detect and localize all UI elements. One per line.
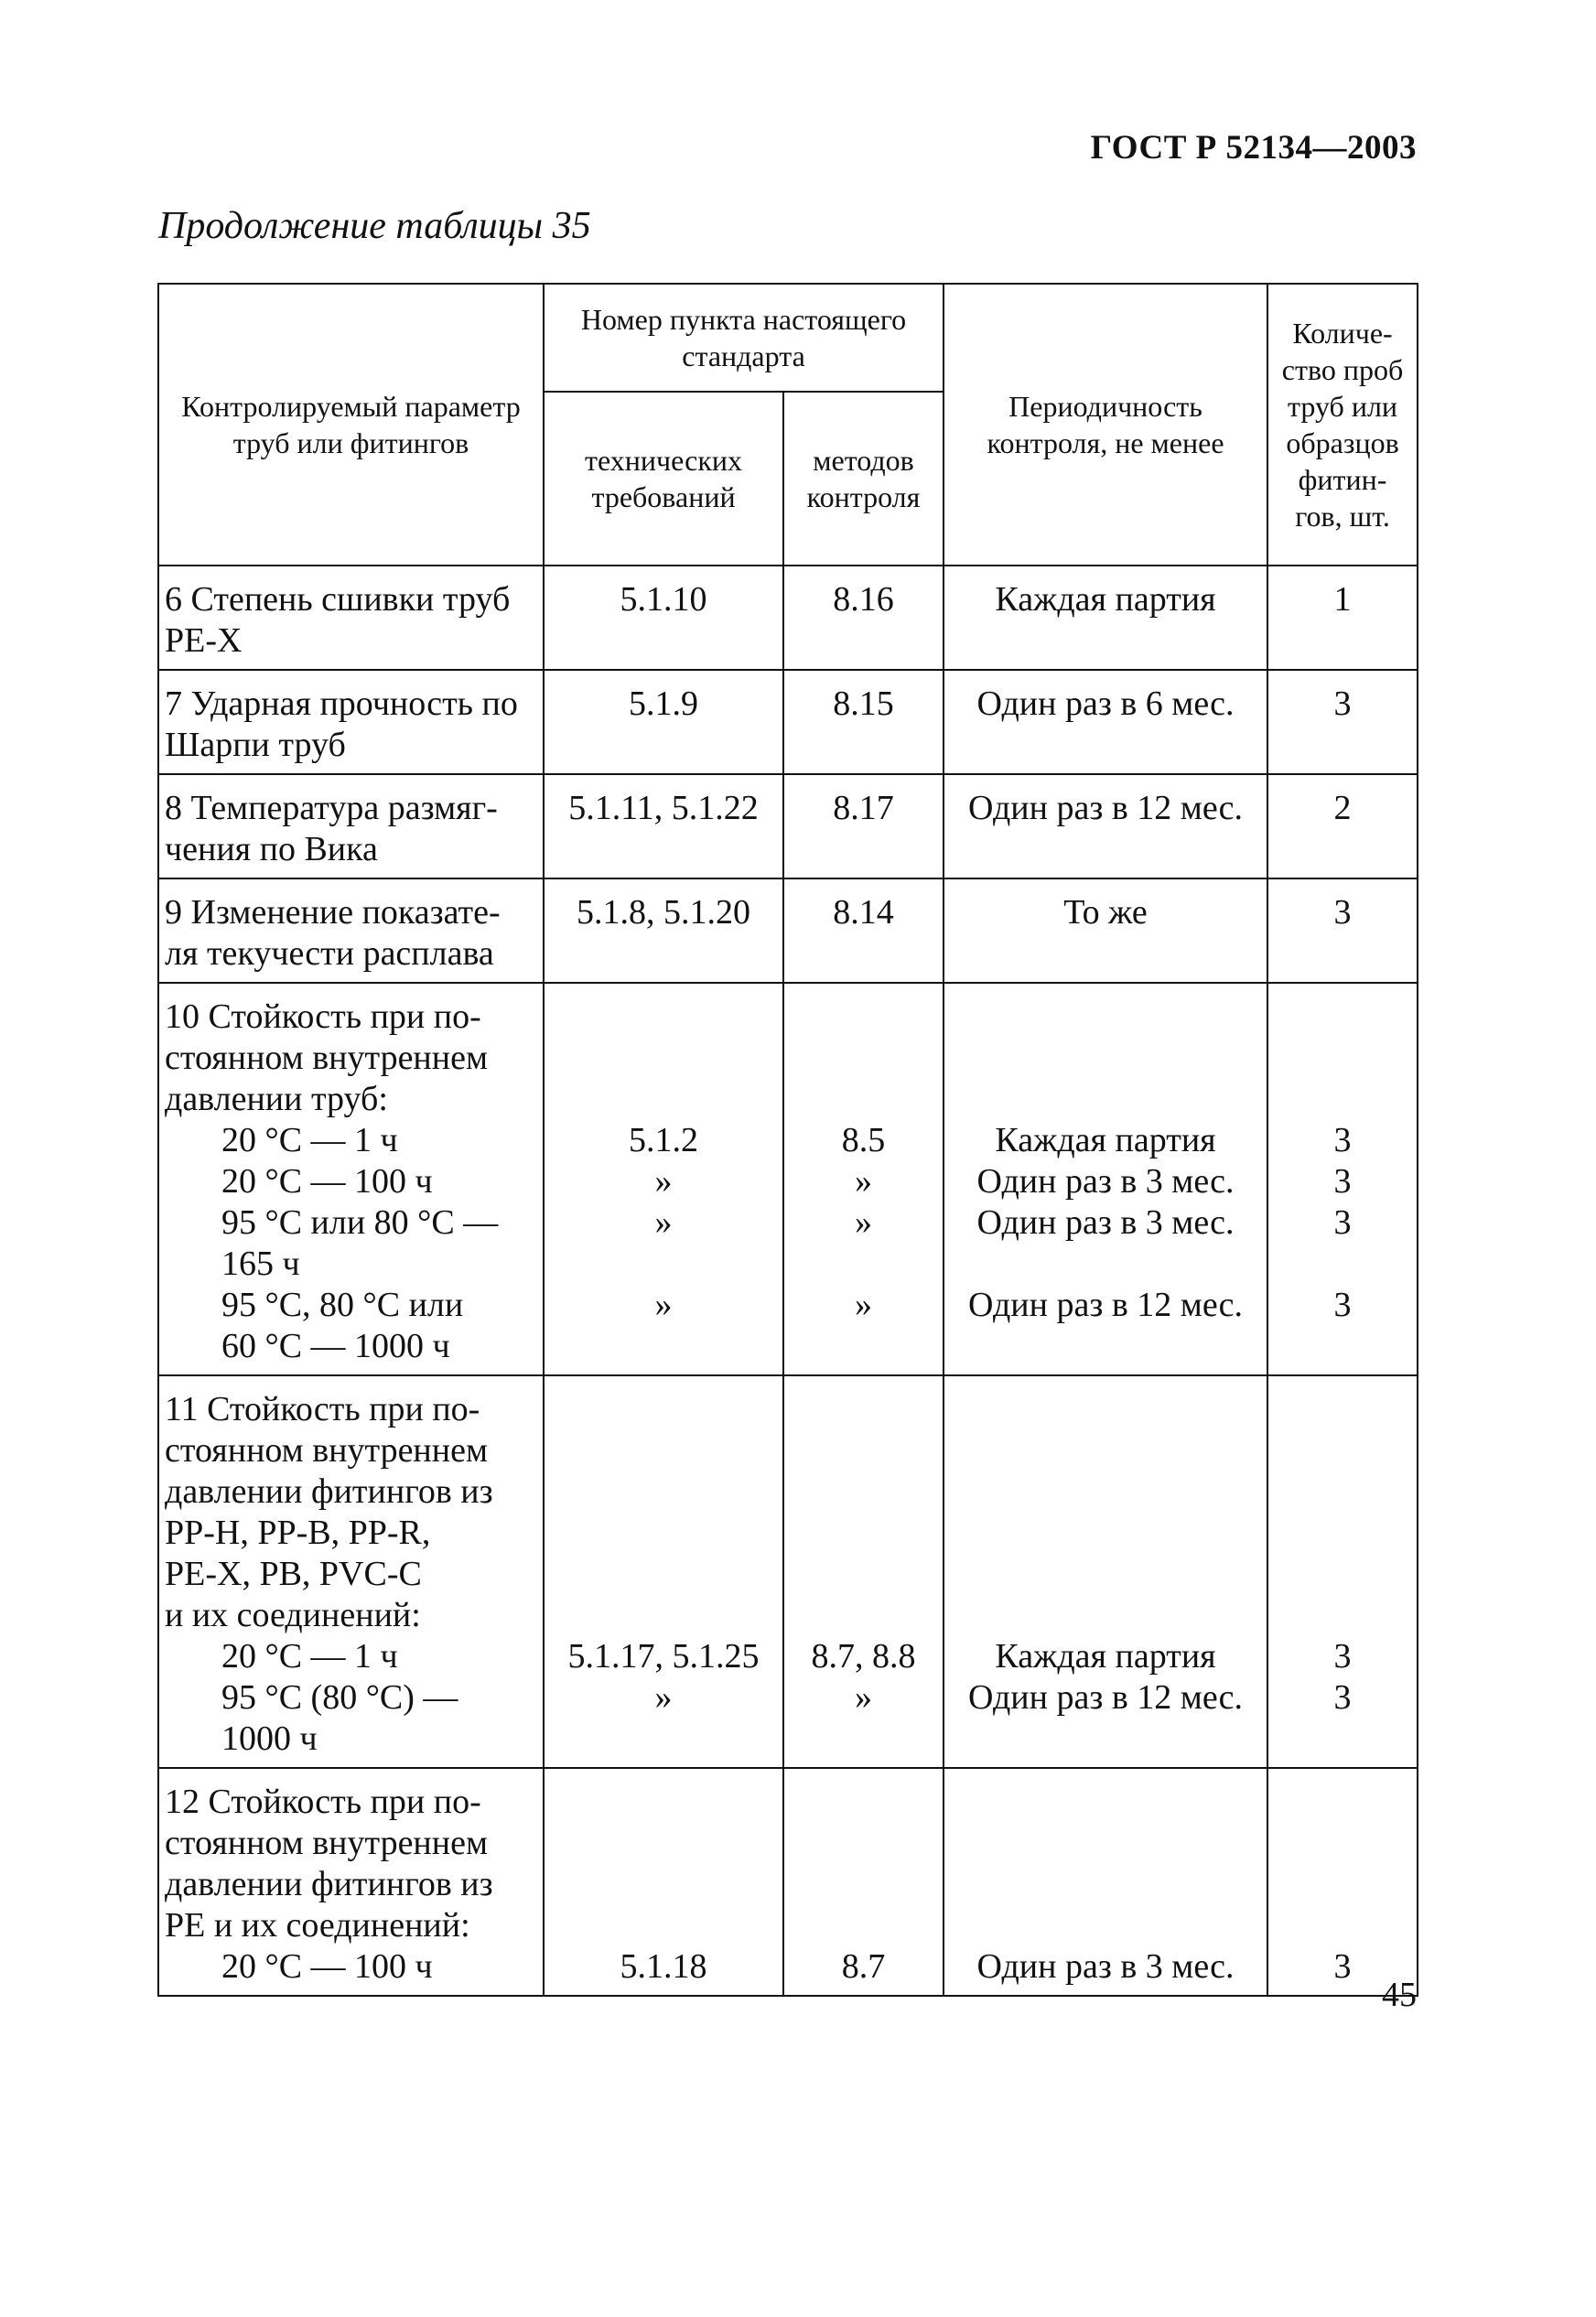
cell-param: 6 Степень сшивки труб PE-X [158, 566, 544, 670]
cell-param [158, 983, 544, 1375]
header-param: Контролируемый параметр труб или фитингов [158, 284, 544, 566]
cell-sample-count [1267, 1375, 1418, 1768]
param-line: давлении фитингов из [165, 1865, 493, 1903]
table-row [158, 774, 1418, 878]
cell-tech-req: 5.1.8, 5.1.20 [544, 878, 783, 983]
header-tech-req: технических требований [544, 392, 783, 566]
cell-periodicity: Один раз в 6 мес. [944, 670, 1267, 774]
sub-value: Каждая партия [995, 1121, 1216, 1159]
sub-value: Каждая партия [995, 1637, 1216, 1676]
sub-value: 3 [1333, 1286, 1352, 1324]
sub-value: 3 [1333, 1162, 1352, 1201]
sub-value: 8.5 [841, 1121, 886, 1159]
sub-value: Один раз в 3 мес. [976, 1203, 1235, 1242]
cell-periodicity: Каждая партия [944, 566, 1267, 670]
cell-periodicity: Один раз в 12 мес. [944, 774, 1267, 878]
sub-value: 8.7 [841, 1947, 886, 1986]
sub-value: » [855, 1203, 872, 1242]
param-line: PE и их соединений: [165, 1906, 470, 1945]
cell-tech-req: 5.1.10 [544, 566, 783, 670]
cell-test-method: 8.14 [783, 878, 944, 983]
sub-value: 3 [1333, 1947, 1352, 1986]
sub-value: » [654, 1162, 673, 1201]
cell-tech-req [544, 983, 783, 1375]
cell-tech-req: 5.1.9 [544, 670, 783, 774]
table-row [158, 566, 1418, 670]
param-line: давлении труб: [165, 1080, 388, 1118]
cell-param: 9 Изменение показате- ля текучести расплава [158, 878, 544, 983]
page-number: 45 [1382, 1976, 1417, 2014]
sub-value: Один раз в 3 мес. [976, 1947, 1235, 1986]
param-subline: 95 °С или 80 °С — [221, 1203, 499, 1242]
header-clause-group: Номер пункта настоящего стандарта [544, 284, 944, 392]
sub-value: » [654, 1286, 673, 1324]
sub-value: » [654, 1678, 673, 1717]
cell-sample-count: 2 [1267, 774, 1418, 878]
sub-value: Один раз в 3 мес. [976, 1162, 1235, 1201]
param-line: 10 Стойкость при по- [165, 997, 481, 1036]
sub-value: 5.1.17, 5.1.25 [567, 1637, 760, 1676]
sub-value: » [855, 1678, 872, 1717]
cell-param [158, 1375, 544, 1768]
sub-value: » [855, 1162, 872, 1201]
param-line: стоянном внутреннем [165, 1824, 489, 1862]
standard-id: ГОСТ Р 52134—2003 [1090, 129, 1417, 167]
param-subline: 20 °С — 100 ч [221, 1947, 433, 1986]
cell-tech-req [544, 1375, 783, 1768]
param-subline: 95 °С, 80 °С или [221, 1286, 464, 1324]
table-row [158, 1375, 1418, 1768]
sub-value: 8.7, 8.8 [811, 1637, 916, 1676]
cell-param [158, 1768, 544, 1996]
sub-value: 5.1.18 [620, 1947, 707, 1986]
param-line: 12 Стойкость при по- [165, 1783, 481, 1821]
cell-test-method: 8.16 [783, 566, 944, 670]
cell-periodicity [944, 1768, 1267, 1996]
table-row [158, 670, 1418, 774]
cell-periodicity [944, 1375, 1267, 1768]
param-subline: 20 °С — 1 ч [221, 1121, 398, 1159]
param-subline: 1000 ч [221, 1719, 318, 1758]
cell-param: 8 Температура размяг- чения по Вика [158, 774, 544, 878]
cell-param: 7 Ударная прочность по Шарпи труб [158, 670, 544, 774]
header-periodicity: Периодичность контроля, не менее [944, 284, 1267, 566]
param-line: стоянном внутреннем [165, 1039, 489, 1077]
param-line: и их соединений: [165, 1596, 421, 1634]
sub-value: Один раз в 12 мес. [968, 1678, 1244, 1717]
cell-periodicity [944, 983, 1267, 1375]
table-row [158, 1768, 1418, 1996]
sub-value: » [855, 1286, 872, 1324]
sub-value: 3 [1333, 1637, 1352, 1676]
param-subline: 165 ч [221, 1245, 300, 1283]
cell-sample-count: 3 [1267, 878, 1418, 983]
table-caption: Продолжение таблицы 35 [158, 205, 591, 247]
sub-value: 5.1.2 [629, 1121, 698, 1159]
cell-test-method: 8.17 [783, 774, 944, 878]
cell-test-method [783, 1768, 944, 1996]
header-test-methods: методов контроля [783, 392, 944, 566]
cell-periodicity: То же [944, 878, 1267, 983]
cell-tech-req [544, 1768, 783, 1996]
sub-value: Один раз в 12 мес. [968, 1286, 1244, 1324]
param-line: PP-H, PP-B, PP-R, [165, 1514, 431, 1552]
table-row [158, 878, 1418, 983]
requirements-table [157, 283, 1418, 1997]
cell-tech-req: 5.1.11, 5.1.22 [544, 774, 783, 878]
cell-test-method: 8.15 [783, 670, 944, 774]
cell-test-method [783, 983, 944, 1375]
param-line: стоянном внутреннем [165, 1431, 489, 1470]
sub-value: 3 [1333, 1203, 1352, 1242]
cell-sample-count: 3 [1267, 670, 1418, 774]
header-sample-count: Количе- ство проб труб или образцов фитин- гов, шт. [1267, 284, 1418, 566]
param-line: давлении фитингов из [165, 1472, 493, 1511]
sub-value: 3 [1333, 1678, 1352, 1717]
sub-value: 3 [1333, 1121, 1352, 1159]
table-row [158, 983, 1418, 1375]
cell-sample-count [1267, 983, 1418, 1375]
param-subline: 20 °С — 1 ч [221, 1637, 398, 1676]
param-line: PE-X, PB, PVC-C [165, 1555, 422, 1593]
cell-sample-count: 1 [1267, 566, 1418, 670]
param-subline: 60 °С — 1000 ч [221, 1327, 450, 1365]
cell-test-method [783, 1375, 944, 1768]
sub-value: » [654, 1203, 673, 1242]
param-subline: 95 °С (80 °С) — [221, 1678, 458, 1717]
param-line: 11 Стойкость при по- [165, 1390, 480, 1428]
cell-sample-count [1267, 1768, 1418, 1996]
param-subline: 20 °С — 100 ч [221, 1162, 433, 1201]
